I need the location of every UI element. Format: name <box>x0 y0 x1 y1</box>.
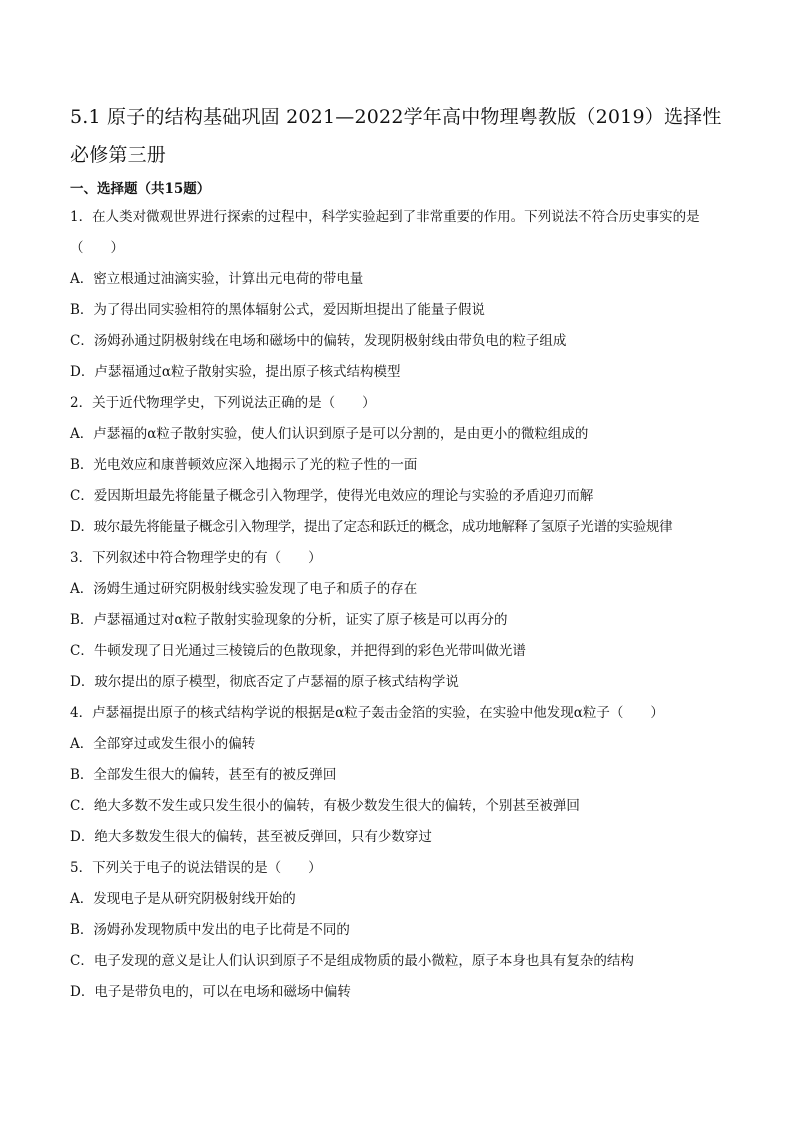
document-page <box>70 98 730 1008</box>
option-a: A．发现电子是从研究阴极射线开始的 <box>70 891 296 907</box>
question-stem: 4．卢瑟福提出原子的核式结构学说的根据是α粒子轰击金箔的实验，在实验中他发现α粒子（ ） <box>70 705 664 721</box>
question-5 <box>70 853 730 1008</box>
option-b: B．光电效应和康普顿效应深入地揭示了光的粒子性的一面 <box>70 457 418 473</box>
question-2 <box>70 388 730 543</box>
option-d: D．卢瑟福通过α粒子散射实验，提出原子核式结构模型 <box>70 364 401 380</box>
question-4 <box>70 698 730 853</box>
option-c: C．爱因斯坦最先将能量子概念引入物理学，使得光电效应的理论与实验的矛盾迎刃而解 <box>70 488 594 504</box>
section-heading: 一、选择题（共15题） <box>70 181 211 197</box>
option-b: B．汤姆孙发现物质中发出的电子比荷是不同的 <box>70 922 350 938</box>
option-a: A．全部穿过或发生很小的偏转 <box>70 736 256 752</box>
option-d: D．玻尔提出的原子模型，彻底否定了卢瑟福的原子核式结构学说 <box>70 674 459 690</box>
option-b: B．全部发生很大的偏转，甚至有的被反弹回 <box>70 767 337 783</box>
option-a: A．密立根通过油滴实验，计算出元电荷的带电量 <box>70 271 364 287</box>
option-c: C．汤姆孙通过阴极射线在电场和磁场中的偏转，发现阴极射线由带负电的粒子组成 <box>70 333 567 349</box>
question-stem: 1．在人类对微观世界进行探索的过程中，科学实验起到了非常重要的作用。下列说法不符合历史事实的是（ ） <box>70 209 700 256</box>
question-stem: 2．关于近代物理学史，下列说法正确的是（ ） <box>70 395 376 411</box>
option-d: D．电子是带负电的，可以在电场和磁场中偏转 <box>70 984 351 1000</box>
option-b: B．卢瑟福通过对α粒子散射实验现象的分析，证实了原子核是可以再分的 <box>70 612 508 628</box>
option-a: A．汤姆生通过研究阴极射线实验发现了电子和质子的存在 <box>70 581 418 597</box>
option-b: B．为了得出同实验相符的黑体辐射公式，爱因斯坦提出了能量子假说 <box>70 302 485 318</box>
document-title: 5.1 原子的结构基础巩固 2021—2022学年高中物理粤教版（2019）选择性必修第三册 <box>70 106 722 166</box>
option-c: C．电子发现的意义是让人们认识到原子不是组成物质的最小微粒，原子本身也具有复杂的结构 <box>70 953 634 969</box>
option-a: A．卢瑟福的α粒子散射实验，使人们认识到原子是可以分割的，是由更小的微粒组成的 <box>70 426 589 442</box>
option-d: D．玻尔最先将能量子概念引入物理学，提出了定态和跃迁的概念，成功地解释了氢原子光谱的实验规律 <box>70 519 673 535</box>
question-3 <box>70 543 730 698</box>
option-c: C．牛顿发现了日光通过三棱镜后的色散现象，并把得到的彩色光带叫做光谱 <box>70 643 526 659</box>
question-stem: 3．下列叙述中符合物理学史的有（ ） <box>70 550 322 566</box>
option-d: D．绝大多数发生很大的偏转，甚至被反弹回，只有少数穿过 <box>70 829 432 845</box>
question-stem: 5．下列关于电子的说法错误的是（ ） <box>70 860 322 876</box>
question-1 <box>70 202 730 388</box>
option-c: C．绝大多数不发生或只发生很小的偏转，有极少数发生很大的偏转，个别甚至被弹回 <box>70 798 580 814</box>
